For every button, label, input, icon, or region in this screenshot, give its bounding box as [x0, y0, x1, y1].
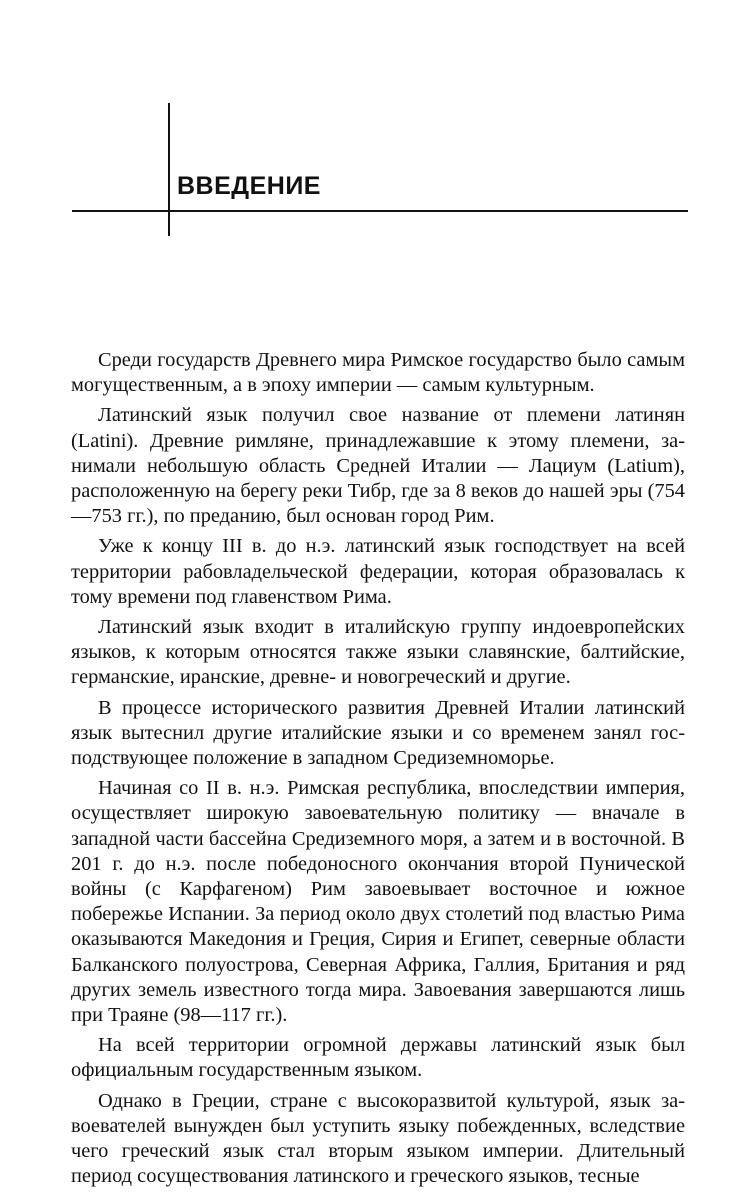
paragraph: На всей территории огромной державы латинский язык был официальным государственным языком. [71, 1034, 685, 1082]
paragraph: Среди государств Древнего мира Римское государство было самым могущественным, а в эпоху империи — самым культурным. [71, 349, 685, 397]
paragraph: Уже к концу III в. до н.э. латинский язык господствует на всей территории рабовладельческой федерации, которая образовалась к тому времени под главенством Рима. [71, 535, 685, 608]
chapter-heading: ВВЕДЕНИЕ [177, 172, 321, 200]
paragraph: Латинский язык входит в италийскую группу индоевропейских языков, к которым относятся также языки славянские, балтийские, германские, иранские, древне- и новогреческий и другие. [71, 616, 685, 689]
body-text [71, 348, 685, 1195]
paragraph: Латинский язык получил свое название от племени латинян (Latini). Древние римляне, принадлежавшие к этому племени, занимали небольшую область Средней Италии — Лациум (Latium), расположенную на берегу реки Тибр, где за 8 веков до нашей эры (754—753 гг.), по преданию, был основан город Рим. [71, 404, 685, 528]
paragraph: В процессе исторического развития Древней Италии латинский язык вытеснил другие италийские языки и со временем занял господствующее положение в западном Средиземноморье. [71, 696, 685, 770]
chapter-vertical-rule [168, 103, 170, 236]
chapter-horizontal-rule [72, 210, 688, 212]
paragraph: Однако в Греции, стране с высокоразвитой культурой, язык завоевателей вынужден был уступить языку побежденных, вследствие чего греческий язык стал вторым языком империи. Длительный период сосуществования латинского и греческого языков, тесные [71, 1089, 685, 1188]
paragraph: Начиная со II в. н.э. Римская республика, впоследствии империя, осуществляет широкую завоевательную политику — вначале в западной части бассейна Средиземного моря, а затем и в восточной. В 201 г. до н.э. после победоносного окончания второй Пунической войны (с Карфагеном) Рим завоевывает восточное и южное побережье Испании. За период около двух столетий под властью Рима оказываются Македония и Греция, Сирия и Египет, северные области Балканского полуострова, Северная Африка, Галлия, Британия и ряд других земель известного тогда мира. Завоевания завершаются лишь при Траяне (98—117 гг.). [71, 777, 685, 1027]
